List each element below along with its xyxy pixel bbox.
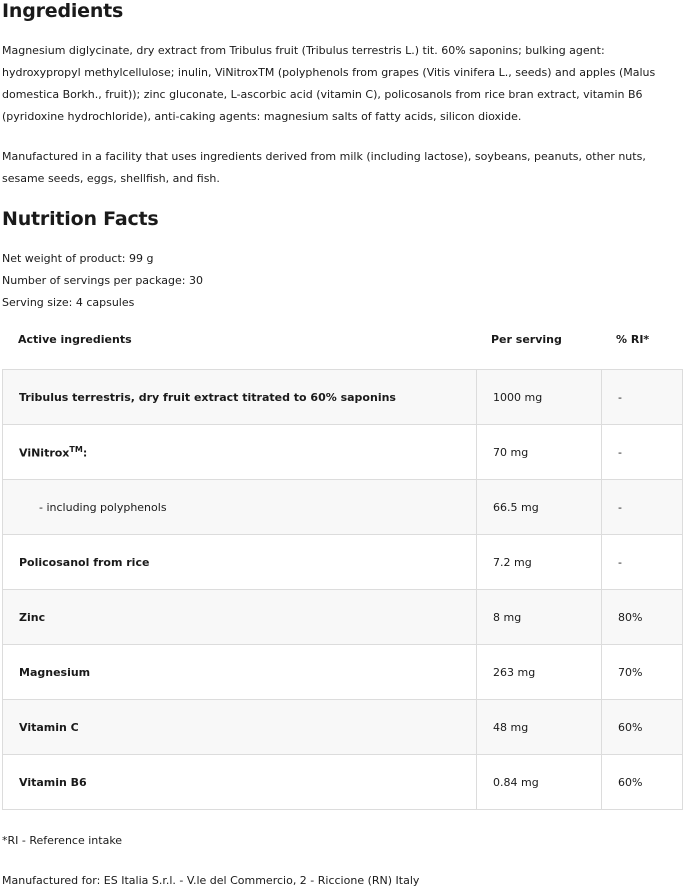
- ingredient-name: Zinc: [3, 590, 477, 645]
- ingredient-name: Magnesium: [3, 645, 477, 700]
- amount-per-serving: 8 mg: [477, 590, 602, 645]
- amount-per-serving: 7.2 mg: [477, 535, 602, 590]
- net-weight: Net weight of product: 99 g: [2, 252, 154, 265]
- amount-per-serving: 70 mg: [477, 425, 602, 480]
- ri-footnote: *RI - Reference intake: [2, 834, 123, 847]
- allergen-statement: Manufactured in a facility that uses ingredients derived from milk (including lactose), soybeans, peanuts, other nuts, sesame seeds, eggs, shellfish, and fish.: [2, 150, 646, 185]
- ingredient-name-suffix: :: [82, 446, 88, 460]
- servings-per-package: Number of servings per package: 30: [2, 274, 203, 287]
- table-row: [3, 425, 683, 480]
- ri-value: 60%: [602, 700, 683, 755]
- manufacturer-info: Manufactured for: ES Italia S.r.l. - V.le del Commercio, 2 - Riccione (RN) Italy: [2, 874, 420, 887]
- amount-per-serving: 263 mg: [477, 645, 602, 700]
- ingredient-name: Tribulus terrestris, dry fruit extract titrated to 60% saponins: [3, 370, 477, 425]
- ri-value: -: [602, 535, 683, 590]
- table-row: [3, 645, 683, 700]
- table-row: [3, 700, 683, 755]
- amount-per-serving: 0.84 mg: [477, 755, 602, 810]
- ingredient-name: - including polyphenols: [3, 480, 477, 535]
- ri-value: -: [602, 425, 683, 480]
- amount-per-serving: 1000 mg: [477, 370, 602, 425]
- ingredients-text: Magnesium diglycinate, dry extract from Tribulus fruit (Tribulus terrestris L.) tit. 60% saponins; bulking agent: hydroxypropyl methylcellulose; inulin, ViNitroxTM (polyphenols from grapes (Vitis vinifera L., seeds) and apples (Malus domestica Borkh., fruit)); zinc gluconate, L-ascorbic acid (vitamin C), policosanols from rice bran extract, vitamin B6 (pyridoxine hydrochloride), anti-caking agents: magnesium salts of fatty acids, silicon dioxide.: [2, 44, 656, 123]
- ri-value: 80%: [602, 590, 683, 645]
- ri-value: 60%: [602, 755, 683, 810]
- table-row: [3, 755, 683, 810]
- serving-size: Serving size: 4 capsules: [2, 296, 135, 309]
- ingredient-name: [3, 425, 477, 480]
- ingredient-name: Vitamin C: [3, 700, 477, 755]
- nutrition-table: [2, 369, 683, 810]
- table-row: [3, 590, 683, 645]
- amount-per-serving: 66.5 mg: [477, 480, 602, 535]
- ri-value: 70%: [602, 645, 683, 700]
- header-ri: % RI*: [616, 333, 650, 346]
- table-row: [3, 370, 683, 425]
- ingredient-name: Policosanol from rice: [3, 535, 477, 590]
- ri-value: -: [602, 370, 683, 425]
- ri-value: -: [602, 480, 683, 535]
- nutrition-facts-heading: Nutrition Facts: [2, 208, 159, 230]
- ingredient-name: Vitamin B6: [3, 755, 477, 810]
- table-row: [3, 480, 683, 535]
- ingredient-name-text: ViNitrox: [19, 446, 70, 460]
- ingredients-heading: Ingredients: [2, 0, 124, 22]
- trademark-sup: TM: [69, 444, 83, 454]
- table-row: [3, 535, 683, 590]
- amount-per-serving: 48 mg: [477, 700, 602, 755]
- nutrition-table-header: [2, 330, 682, 352]
- header-per-serving: Per serving: [491, 333, 562, 346]
- header-active-ingredients: Active ingredients: [18, 333, 132, 346]
